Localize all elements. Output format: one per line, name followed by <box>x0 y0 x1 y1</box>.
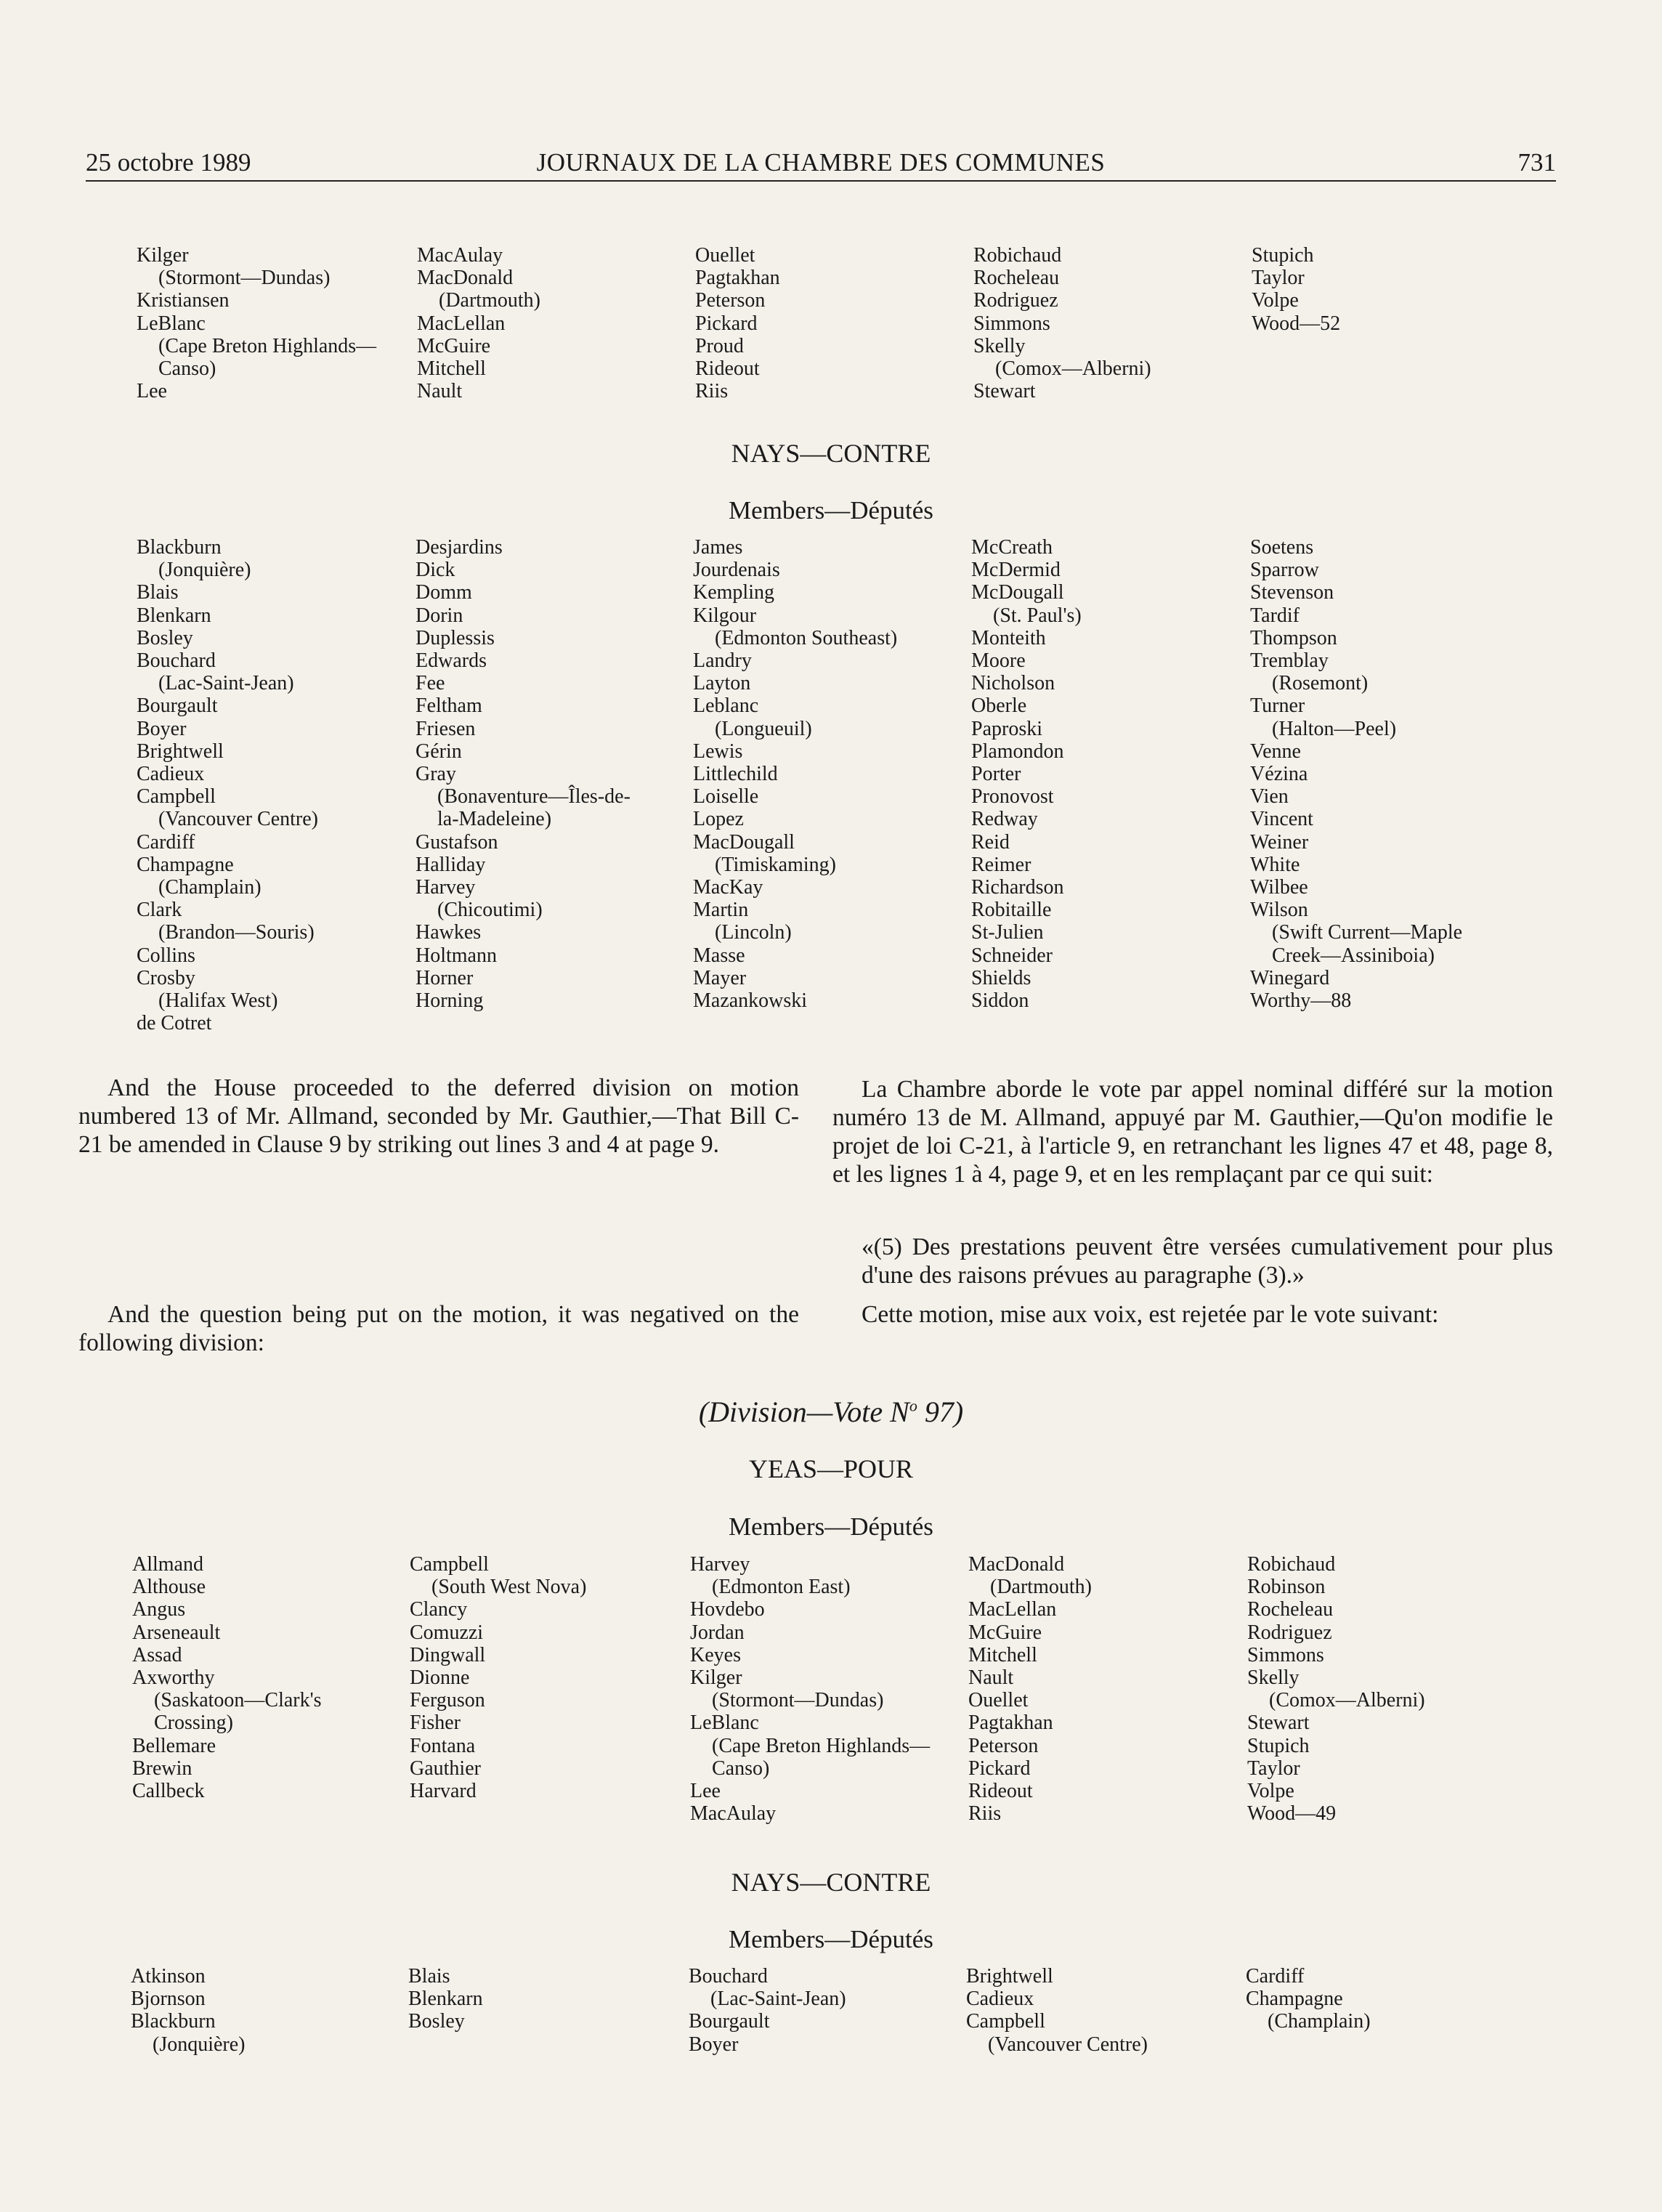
member-name: Harvey <box>416 876 476 899</box>
member-name: Dingwall <box>410 1643 486 1666</box>
member-name: Angus <box>132 1598 186 1621</box>
member-name: Campbell <box>410 1553 489 1576</box>
question-en-para <box>78 1300 799 1357</box>
member-name: Lee <box>690 1780 721 1803</box>
question-fr-text: Cette motion, mise aux voix, est rejetée par le vote suivant: <box>862 1301 1439 1328</box>
member-name: Kilger <box>137 244 189 267</box>
member-name: Arseneault <box>132 1621 221 1644</box>
member-name: Kilgour <box>693 604 757 627</box>
member-name: Plamondon <box>971 740 1064 763</box>
member-name: Tardif <box>1250 604 1300 627</box>
member-name: Duplessis <box>416 626 495 649</box>
member-name: Worthy—88 <box>1250 989 1352 1013</box>
motion-en-para <box>78 1074 799 1159</box>
riding-name: Canso) <box>712 1757 770 1780</box>
member-name: Dick <box>416 559 455 582</box>
member-name: Dionne <box>410 1666 470 1690</box>
member-column <box>971 536 1082 1012</box>
member-column <box>408 1965 483 2033</box>
member-name: Skelly <box>973 334 1026 357</box>
member-name: Rodriguez <box>1247 1621 1332 1644</box>
member-name: Campbell <box>966 2010 1045 2033</box>
member-name: Robichaud <box>1247 1553 1336 1576</box>
member-column <box>689 1965 846 2056</box>
member-name: Robinson <box>1247 1576 1326 1599</box>
member-name: Horner <box>416 966 474 989</box>
member-name: Champagne <box>1246 1988 1343 2011</box>
member-name: Gérin <box>416 740 462 763</box>
member-name: Reimer <box>971 853 1031 876</box>
riding-name: (St. Paul's) <box>993 604 1082 627</box>
member-name: Althouse <box>132 1576 206 1599</box>
member-name: Atkinson <box>131 1965 206 1988</box>
member-name: Rocheleau <box>1247 1598 1334 1621</box>
riding-name: (Chicoutimi) <box>437 899 543 922</box>
member-name: MacDougall <box>693 830 795 854</box>
riding-name: (Comox—Alberni) <box>995 357 1151 381</box>
member-name: Riis <box>695 380 729 403</box>
member-name: Halliday <box>416 853 486 876</box>
member-column <box>693 536 897 1012</box>
member-name: Tremblay <box>1250 649 1329 673</box>
riding-name: (Stormont—Dundas) <box>712 1689 884 1712</box>
member-name: Boyer <box>137 717 187 740</box>
member-name: Bosley <box>137 626 193 649</box>
member-name: Blackburn <box>131 2010 216 2033</box>
riding-name: (Rosemont) <box>1272 672 1369 695</box>
member-name: Peterson <box>695 289 766 312</box>
division-prefix: (Division—Vote N <box>698 1395 909 1428</box>
member-name: Bjornson <box>131 1988 206 2011</box>
member-name: Gray <box>416 763 456 786</box>
members-subheading-3: Members—Députés <box>729 1925 933 1953</box>
member-name: Paproski <box>971 717 1042 740</box>
member-name: Robichaud <box>973 244 1062 267</box>
member-name: Bouchard <box>689 1965 768 1988</box>
member-name: Masse <box>693 944 745 967</box>
member-name: Cadieux <box>137 763 205 786</box>
member-name: Kempling <box>693 581 774 604</box>
member-name: Hawkes <box>416 921 482 944</box>
member-name: Leblanc <box>693 694 759 718</box>
member-name: Mitchell <box>968 1643 1037 1666</box>
member-column <box>132 1553 322 1802</box>
member-column <box>690 1553 930 1825</box>
member-name: Thompson <box>1250 626 1337 649</box>
riding-name: (Bonaventure—Îles-de- <box>437 785 631 809</box>
riding-name: (South West Nova) <box>431 1576 587 1599</box>
member-name: Rideout <box>968 1780 1033 1803</box>
member-name: MacLellan <box>417 312 506 335</box>
page-number: 731 <box>1517 148 1556 177</box>
member-name: Reid <box>971 830 1010 854</box>
member-column <box>1252 244 1340 335</box>
member-name: McGuire <box>417 334 491 357</box>
question-fr-para <box>832 1300 1553 1329</box>
member-name: Taylor <box>1252 267 1305 290</box>
member-column <box>1246 1965 1371 2033</box>
member-name: Allmand <box>132 1553 203 1576</box>
member-name: Nault <box>417 380 463 403</box>
riding-name: (Halifax West) <box>158 989 278 1013</box>
member-name: Bourgault <box>137 694 218 718</box>
riding-name: la-Madeleine) <box>437 808 552 831</box>
question-en-text: And the question being put on the motion, it was negatived on the following division: <box>78 1301 799 1356</box>
member-name: Wilbee <box>1250 876 1308 899</box>
member-name: Holtmann <box>416 944 497 967</box>
member-name: Bosley <box>408 2010 465 2033</box>
member-name: Schneider <box>971 944 1053 967</box>
member-name: Loiselle <box>693 785 759 809</box>
member-name: Stewart <box>973 380 1036 403</box>
member-name: Monteith <box>971 626 1046 649</box>
member-name: Blenkarn <box>408 1988 483 2011</box>
riding-name: (Saskatoon—Clark's <box>154 1689 322 1712</box>
member-name: Crosby <box>137 966 195 989</box>
member-name: Harvard <box>410 1780 477 1803</box>
member-name: Rocheleau <box>973 267 1060 290</box>
member-name: Callbeck <box>132 1780 205 1803</box>
member-name: Pickard <box>968 1757 1031 1780</box>
member-name: Skelly <box>1247 1666 1300 1690</box>
member-name: Wood—52 <box>1252 312 1341 335</box>
riding-name: (Jonquière) <box>153 2033 246 2056</box>
member-name: MacAulay <box>417 244 503 267</box>
member-name: Blackburn <box>137 536 222 559</box>
member-name: McCreath <box>971 536 1053 559</box>
division-suffix: 97) <box>917 1395 964 1428</box>
member-column <box>137 244 376 402</box>
member-name: Robitaille <box>971 899 1052 922</box>
member-name: Assad <box>132 1643 182 1666</box>
member-name: Campbell <box>137 785 216 809</box>
riding-name: (Vancouver Centre) <box>158 808 319 831</box>
motion-en-text: And the House proceeded to the deferred division on motion numbered 13 of Mr. Allmand, seconded by Mr. Gauthier,—That Bill C-21 be amended in Clause 9 by striking out lines 3 and 4 at page 9. <box>78 1074 799 1158</box>
member-name: Littlechild <box>693 763 778 786</box>
member-name: Clancy <box>410 1598 468 1621</box>
member-name: Proud <box>695 334 744 357</box>
member-name: LeBlanc <box>137 312 206 335</box>
member-column <box>1247 1553 1425 1825</box>
member-name: Lee <box>137 380 167 403</box>
riding-name: (Lincoln) <box>715 921 792 944</box>
riding-name: (Halton—Peel) <box>1272 717 1397 740</box>
member-name: Siddon <box>971 989 1029 1013</box>
member-name: Dorin <box>416 604 463 627</box>
member-name: Vézina <box>1250 763 1308 786</box>
division-title <box>0 1395 1662 1429</box>
member-name: Harvey <box>690 1553 750 1576</box>
member-name: Venne <box>1250 740 1301 763</box>
member-name: MacDonald <box>968 1553 1065 1576</box>
member-name: Stupich <box>1247 1734 1310 1757</box>
member-name: Mazankowski <box>693 989 808 1013</box>
member-name: Cadieux <box>966 1988 1034 2011</box>
riding-name: (Comox—Alberni) <box>1269 1689 1425 1712</box>
member-name: Mitchell <box>417 357 486 381</box>
member-name: Martin <box>693 899 749 922</box>
member-name: Peterson <box>968 1734 1039 1757</box>
member-name: Lewis <box>693 740 743 763</box>
member-name: Volpe <box>1252 289 1299 312</box>
member-column <box>966 1965 1148 2056</box>
page-header <box>86 144 1556 182</box>
member-column <box>410 1553 586 1802</box>
member-name: Jordan <box>690 1621 745 1644</box>
riding-name: (Longueuil) <box>715 717 812 740</box>
riding-name: Canso) <box>158 357 216 381</box>
riding-name: Crossing) <box>154 1711 233 1735</box>
member-name: Fontana <box>410 1734 476 1757</box>
member-name: Bouchard <box>137 649 216 673</box>
member-name: Brightwell <box>966 1965 1053 1988</box>
member-column <box>695 244 780 402</box>
member-name: Mayer <box>693 966 747 989</box>
riding-name: (Dartmouth) <box>990 1576 1092 1599</box>
member-name: Lopez <box>693 808 744 831</box>
riding-name: (Champlain) <box>1268 2010 1371 2033</box>
member-column <box>973 244 1151 402</box>
member-name: Blenkarn <box>137 604 211 627</box>
member-name: Simmons <box>1247 1643 1324 1666</box>
member-name: Wood—49 <box>1247 1802 1337 1826</box>
member-name: Edwards <box>416 649 487 673</box>
member-name: Moore <box>971 649 1026 673</box>
riding-name: (Timiskaming) <box>715 853 836 876</box>
member-name: Fee <box>416 672 445 695</box>
member-name: McGuire <box>968 1621 1042 1644</box>
riding-name: (Edmonton Southeast) <box>715 626 898 649</box>
member-name: Nault <box>968 1666 1014 1690</box>
member-name: Gustafson <box>416 830 498 854</box>
member-name: Collins <box>137 944 195 967</box>
member-name: Shields <box>971 966 1031 989</box>
member-name: Turner <box>1250 694 1305 718</box>
member-name: Nicholson <box>971 672 1055 695</box>
member-name: Blais <box>408 1965 450 1988</box>
member-name: Desjardins <box>416 536 503 559</box>
member-name: MacKay <box>693 876 763 899</box>
member-name: Axworthy <box>132 1666 215 1690</box>
member-name: Blais <box>137 581 179 604</box>
member-column <box>417 244 540 402</box>
member-name: Kristiansen <box>137 289 230 312</box>
riding-name: (Champlain) <box>158 876 262 899</box>
member-name: MacLellan <box>968 1598 1057 1621</box>
member-column <box>968 1553 1092 1825</box>
member-name: Taylor <box>1247 1757 1300 1780</box>
riding-name: (Vancouver Centre) <box>988 2033 1148 2056</box>
member-name: Feltham <box>416 694 482 718</box>
member-name: St-Julien <box>971 921 1044 944</box>
riding-name: Creek—Assiniboia) <box>1272 944 1435 967</box>
member-name: Landry <box>693 649 752 673</box>
member-column <box>137 536 318 1034</box>
member-column <box>131 1965 246 2056</box>
member-name: Vien <box>1250 785 1289 809</box>
division-sup: o <box>909 1396 917 1415</box>
member-name: Stupich <box>1252 244 1314 267</box>
member-name: Volpe <box>1247 1780 1294 1803</box>
riding-name: (Cape Breton Highlands— <box>158 334 377 357</box>
member-name: Oberle <box>971 694 1027 718</box>
member-name: MacAulay <box>690 1802 777 1826</box>
member-column <box>1250 536 1462 1012</box>
members-subheading-2: Members—Députés <box>729 1512 933 1541</box>
motion-fr-text: La Chambre aborde le vote par appel nominal différé sur la motion numéro 13 de M. Allmand, appuyé par M. Gauthier,—Qu'on modifie le projet de loi C-21, à l'article 9, en retranchant les lignes 47 et 48, page 8, et les lignes 1 à 4, page 9, et en les remplaçant par ce qui suit: <box>832 1076 1553 1188</box>
member-name: Bellemare <box>132 1734 216 1757</box>
member-name: Ouellet <box>695 244 755 267</box>
riding-name: (Lac-Saint-Jean) <box>710 1988 846 2011</box>
member-name: Horning <box>416 989 484 1013</box>
motion-fr-quote <box>862 1233 1553 1289</box>
member-name: Friesen <box>416 717 476 740</box>
member-name: McDermid <box>971 559 1061 582</box>
member-name: Cardiff <box>1246 1965 1305 1988</box>
member-name: Comuzzi <box>410 1621 484 1644</box>
member-name: Stewart <box>1247 1711 1310 1735</box>
member-name: Fisher <box>410 1711 461 1735</box>
riding-name: (Swift Current—Maple <box>1272 921 1463 944</box>
members-subheading: Members—Députés <box>729 496 933 524</box>
nays-heading: NAYS—CONTRE <box>731 439 931 468</box>
member-name: Ouellet <box>968 1689 1029 1712</box>
member-name: Pronovost <box>971 785 1054 809</box>
header-date: 25 octobre 1989 <box>86 148 251 177</box>
member-name: Riis <box>968 1802 1002 1826</box>
riding-name: (Dartmouth) <box>439 289 540 312</box>
member-name: Stevenson <box>1250 581 1334 604</box>
member-name: White <box>1250 853 1300 876</box>
member-name: Clark <box>137 899 182 922</box>
member-name: Boyer <box>689 2033 739 2056</box>
member-name: Simmons <box>973 312 1050 335</box>
member-name: Weiner <box>1250 830 1309 854</box>
riding-name: (Brandon—Souris) <box>158 921 315 944</box>
member-name: Gauthier <box>410 1757 481 1780</box>
member-name: Soetens <box>1250 536 1314 559</box>
yeas-heading: YEAS—POUR <box>748 1454 914 1483</box>
member-name: Jourdenais <box>693 559 780 582</box>
quote-text: «(5) Des prestations peuvent être versées cumulativement pour plus d'une des raisons prévues au paragraphe (3).» <box>862 1233 1553 1289</box>
member-name: Pagtakhan <box>695 267 780 290</box>
member-name: Sparrow <box>1250 559 1319 582</box>
member-name: Wilson <box>1250 899 1308 922</box>
member-name: Ferguson <box>410 1689 485 1712</box>
nays-heading-2: NAYS—CONTRE <box>731 1868 931 1897</box>
member-name: Brightwell <box>137 740 224 763</box>
riding-name: (Lac-Saint-Jean) <box>158 672 294 695</box>
member-name: MacDonald <box>417 267 514 290</box>
member-name: Rodriguez <box>973 289 1058 312</box>
riding-name: (Jonquière) <box>158 559 251 582</box>
member-name: Winegard <box>1250 966 1330 989</box>
member-name: de Cotret <box>137 1012 212 1035</box>
motion-fr-para <box>832 1075 1553 1188</box>
member-name: Layton <box>693 672 751 695</box>
member-name: Richardson <box>971 876 1064 899</box>
riding-name: (Stormont—Dundas) <box>158 267 331 290</box>
member-column <box>416 536 631 1012</box>
member-name: Porter <box>971 763 1021 786</box>
member-name: Redway <box>971 808 1038 831</box>
riding-name: (Edmonton East) <box>712 1576 851 1599</box>
member-name: McDougall <box>971 581 1064 604</box>
member-name: LeBlanc <box>690 1711 759 1735</box>
riding-name: (Cape Breton Highlands— <box>712 1734 931 1757</box>
member-name: Bourgault <box>689 2010 770 2033</box>
member-name: Brewin <box>132 1757 192 1780</box>
member-name: Vincent <box>1250 808 1313 831</box>
member-name: Domm <box>416 581 472 604</box>
member-name: Cardiff <box>137 830 195 854</box>
member-name: Hovdebo <box>690 1598 765 1621</box>
header-title: JOURNAUX DE LA CHAMBRE DES COMMUNES <box>536 148 1106 177</box>
member-name: Pagtakhan <box>968 1711 1053 1735</box>
member-name: Kilger <box>690 1666 742 1690</box>
member-name: James <box>693 536 743 559</box>
member-name: Champagne <box>137 853 234 876</box>
member-name: Keyes <box>690 1643 741 1666</box>
member-name: Pickard <box>695 312 758 335</box>
member-name: Rideout <box>695 357 760 381</box>
